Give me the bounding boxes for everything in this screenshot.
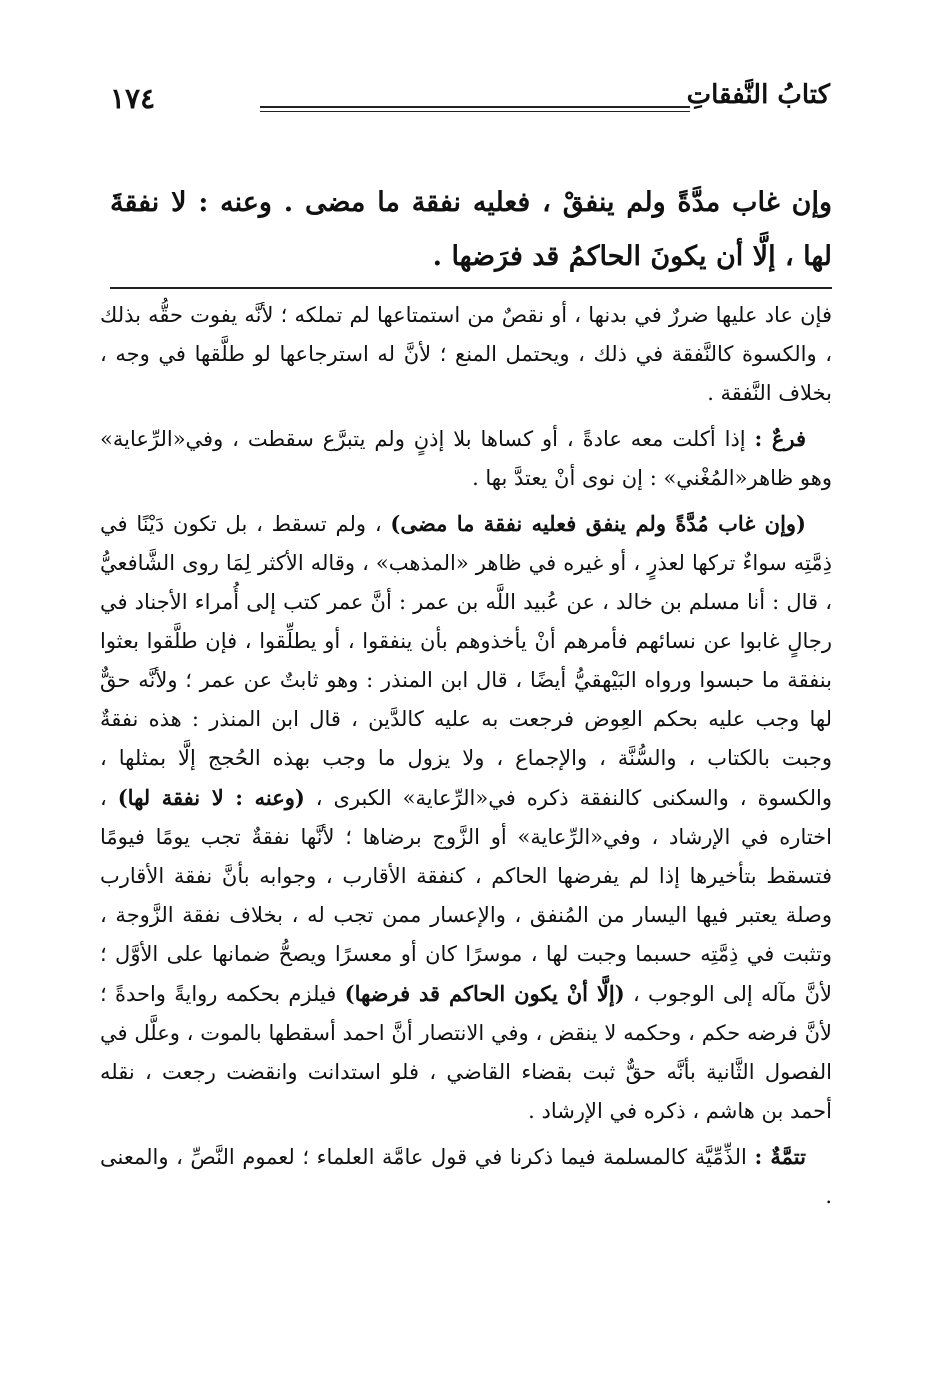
commentary-text-3: فيلزم بحكمه روايةً واحدةً ؛ لأنَّ فرضه حكم ، وحكمه لا ينقض ، وفي الانتصار أنَّ احمد أسقطها بالموت ، وعلَّل في الفصول الثَّانية بأنَّه حقٌّ ثبت بقضاء القاضي ، فلو استدانت وانقضت رجعت ، نقله أحمد بن هاشم ، ذكره في الإرشاد . bbox=[100, 982, 832, 1123]
running-header bbox=[110, 82, 830, 122]
main-text: وإن غاب مدَّةً ولم ينفقْ ، فعليه نفقة ما مضى . وعنه : لا نفقةَ لها ، إلَّا أن يكونَ الحاكمُ قد فرَضها . bbox=[110, 187, 832, 272]
commentary-text-1: ، ولم تسقط ، بل تكون دَيْنًا في ذِمَّتِه سواءٌ تركها لعذرٍ ، أو غيره في ظاهر «المذهب» ، وقاله الأكثر لِمَا روى الشَّافعيُّ ، قال : أنا مسلم بن خالد ، عن عُبيد اللَّه بن عمر : أنَّ عمر كتب إلى أُمراء الأجناد في رجالٍ غابوا عن نسائهم فأمرهم أنْ يأخذوهم بأن ينفقوا ، أو يطلِّقوا ، فإن طلَّقوا بعثوا بنفقة ما حبسوا ورواه البَيْهقيُّ أيضًا ، قال ابن المنذر : وهو ثابتٌ عن عمر ؛ ولأنَّه حقٌّ لها وجب عليه بحكم العِوض فرجعت به عليه كالدَّين ، قال ابن المنذر : هذه نفقةٌ وجبت بالكتاب ، والسُّنَّة ، والإجماع ، ولا يزول ما وجب بهذه الحُجج إلَّا بمثلها ، والكسوة ، والسكنى كالنفقة ذكره في«الرِّعاية» الكبرى ، bbox=[100, 512, 833, 810]
header-rule-thin bbox=[260, 111, 690, 112]
tatimma-label: تتمَّةٌ : bbox=[754, 1144, 806, 1169]
commentary-paragraph-4 bbox=[100, 1137, 832, 1216]
quoted-matn-1: (وإن غاب مُدَّةً ولم ينفق فعليه نفقة ما مضى) bbox=[390, 511, 806, 536]
commentary-text-2: ، اختاره في الإرشاد ، وفي«الرِّعاية» أو الزَّوج برضاها ؛ لأنَّها نفقةٌ تجب يومًا فيومًا فتسقط بتأخيرها إذا لم يفرضها الحاكم ، كنفقة الأقارب ، وجوابه بأنَّ نفقة الأقارب وصلة يعتبر فيها اليسار من المُنفق ، والإعسار ممن تجب له ، بخلاف نفقة الزَّوجة ، وتثبت في ذِمَّتِه حسبما وجبت لها ، موسرًا كان أو معسرًا ويصحُّ ضمانها على الأوَّل ؛ لأنَّ مآله إلى الوجوب ، bbox=[100, 786, 833, 1006]
main-text-rule bbox=[110, 287, 832, 289]
far-text: إذا أكلت معه عادةً ، أو كساها بلا إذنٍ ولم يتبرَّع سقطت ، وفي«الرِّعاية» وهو ظاهر«المُغْني» : إن نوى أنْ يعتدَّ بها . bbox=[100, 427, 832, 490]
quoted-matn-3: (إلَّا أنْ يكون الحاكم قد فرضها) bbox=[344, 981, 625, 1006]
quoted-matn-2: (وعنه : لا نفقة لها) bbox=[117, 785, 305, 810]
book-title: كتابُ النَّفقاتِ bbox=[686, 80, 830, 110]
tatimma-text: الذِّمِّيَّة كالمسلمة فيما ذكرنا في قول عامَّة العلماء ؛ لعموم النَّصِّ ، والمعنى . bbox=[100, 1145, 832, 1208]
commentary-paragraph-3 bbox=[100, 504, 832, 1131]
commentary bbox=[100, 296, 832, 1216]
commentary-paragraph-2 bbox=[100, 419, 832, 498]
header-rule bbox=[260, 106, 690, 108]
commentary-paragraph-1: فإن عاد عليها ضررٌ في بدنها ، أو نقصٌ من استمتاعها لم تملكه ؛ لأنَّه يفوت حقُّه بذلك ، والكسوة كالنَّفقة في ذلك ، ويحتمل المنع ؛ لأنَّ له استرجاعها لو طلَّقها في وجه ، بخلاف النَّفقة . bbox=[100, 303, 832, 405]
far-label: فرعٌ : bbox=[754, 426, 806, 451]
page-number: ١٧٤ bbox=[110, 82, 156, 115]
